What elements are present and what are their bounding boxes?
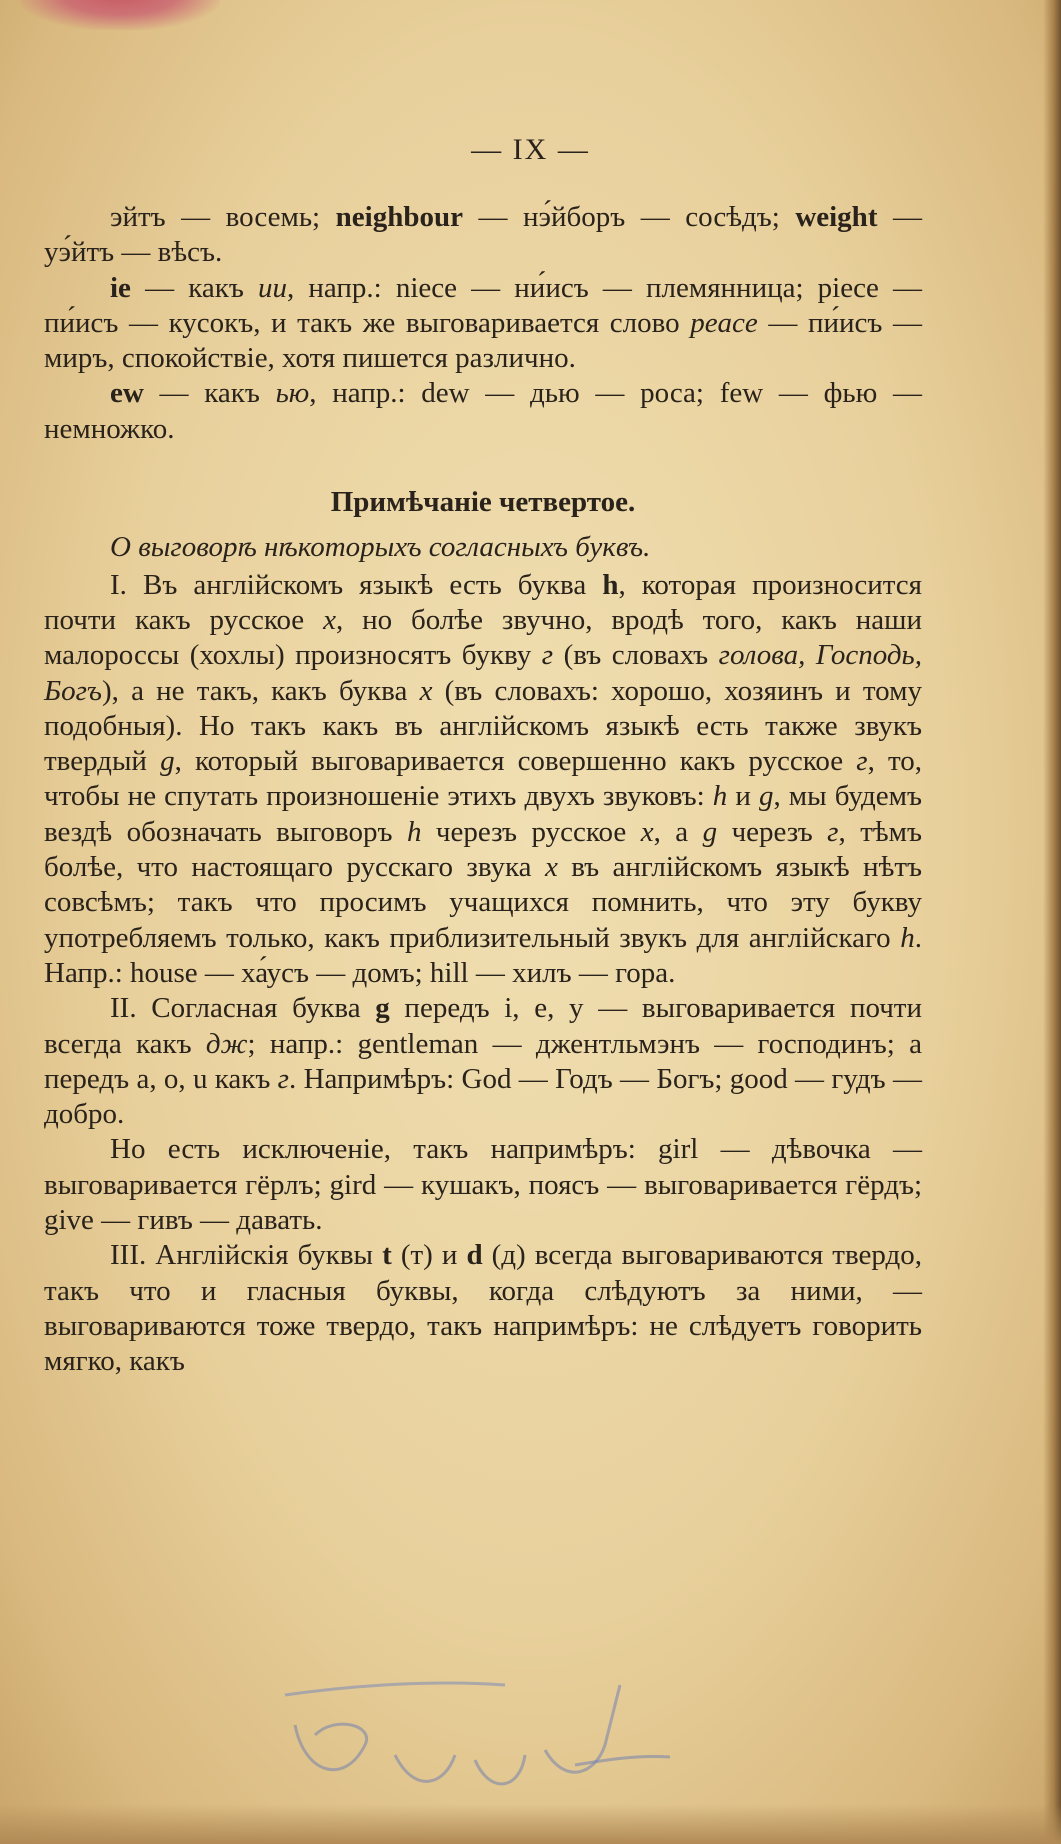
paragraph: [44, 568, 922, 992]
italic-term: g: [758, 780, 774, 813]
text-run: — нэ́йборъ — сосѣдъ;: [462, 201, 796, 233]
italic-term: х: [323, 603, 336, 636]
paragraph: [44, 271, 922, 377]
text-run: I. Въ англійскомъ языкѣ есть буква: [110, 568, 603, 601]
italic-term: х: [544, 851, 558, 884]
bold-term: g: [375, 992, 390, 1025]
bold-term: t: [382, 1239, 392, 1272]
text-run: — уэ́йтъ — вѣсъ.: [44, 201, 922, 269]
text-run: II. Согласная буква: [110, 992, 376, 1025]
text-run: . Напр.: house — ха́усъ — домъ; hill — хилъ — гора.: [44, 921, 922, 989]
italic-term: g: [702, 815, 718, 848]
text-run: . Напримѣръ: God — Годъ — Богъ; good — гудъ — добро.: [44, 1062, 922, 1131]
text-run: , мы будемъ вездѣ обозначать выговоръ: [44, 780, 922, 848]
text-run: , то, чтобы не спутать произношеніе этихъ двухъ звуковъ:: [44, 745, 922, 813]
text-run: (въ словахъ: [553, 639, 719, 672]
bold-term: ew: [110, 377, 144, 410]
paragraph: [44, 991, 922, 1132]
text-run: , который выговаривается совершенно какъ русское: [174, 745, 857, 778]
italic-term: h: [406, 815, 422, 848]
text-run: черезъ: [717, 815, 828, 848]
italic-term: дж: [205, 1027, 248, 1060]
italic-term: ии: [257, 271, 287, 304]
bold-term: h: [602, 568, 619, 601]
text-run: — какъ: [130, 271, 258, 304]
italic-term: peace: [690, 306, 758, 339]
text-run: , которая произносится почти какъ русское: [44, 568, 922, 636]
text-run: и: [727, 780, 759, 813]
italic-term: х: [419, 674, 433, 707]
text-run: (д) всегда выговариваются твердо, такъ что и гласныя буквы, когда слѣдуютъ за ними, — выговариваются тоже твердо, такъ напримѣръ: не слѣдуетъ говорить мягко, какъ: [44, 1239, 922, 1378]
pink-stain: [20, 0, 220, 30]
page-edge-right: [1043, 0, 1061, 1844]
page-edge-bottom: [0, 1804, 1061, 1844]
text-run: черезъ русское: [421, 815, 641, 848]
text-run: эйтъ — восемь;: [110, 201, 336, 233]
italic-term: г: [277, 1062, 289, 1095]
text-run: , но болѣе звучно, вродѣ того, какъ наши малороссы (хохлы) произносятъ букву: [44, 603, 922, 672]
italic-term: г: [827, 815, 839, 848]
text-run: въ англійскомъ языкѣ нѣтъ совсѣмъ; такъ что просимъ учащихся помнить, что эту букву употребляемъ только, какъ приблизительный звукъ для англійскаго: [44, 851, 922, 954]
text-run: — какъ: [143, 377, 276, 410]
italic-term: h: [712, 780, 728, 813]
text-run: III. Англійскія буквы: [110, 1239, 383, 1272]
text-run: , тѣмъ болѣе, что настоящаго русскаго звука: [44, 815, 922, 884]
text-run: — пи́исъ — миръ, спокойствіе, хотя пишется различно.: [44, 306, 922, 375]
italic-term: г: [856, 745, 868, 778]
italic-term: голова, Господь, Богъ: [44, 639, 922, 707]
text-run: , напр.: dew — дью — роса; few — фью — немножко.: [44, 377, 923, 445]
section-subheading: О выговорѣ нѣкоторыхъ согласныхъ буквъ.: [110, 531, 651, 564]
section-heading: Примѣчаніе четвертое.: [330, 486, 636, 519]
italic-term: h: [900, 921, 915, 954]
bold-term: ie: [110, 271, 131, 304]
italic-term: х: [640, 815, 654, 848]
text-run: , напр.: niece — ни́исъ — племянница; piece — пи́исъ — кусокъ, и такъ же выговаривается слово: [44, 271, 922, 339]
paragraph: [44, 200, 922, 271]
text-run: (въ словахъ: хорошо, хозяинъ и тому подобныя). Но такъ какъ въ англійскомъ языкѣ есть также звукъ твердый: [44, 674, 922, 778]
text-run: Но есть исключеніе, такъ напримѣръ: girl — дѣвочка — выговаривается гёрлъ; gird — кушакъ, поясъ — выговаривается гёрдъ; give — гивъ — давать.: [44, 1133, 922, 1237]
text-run: , а: [653, 815, 703, 848]
bold-term: d: [466, 1239, 483, 1272]
body-text: [44, 200, 922, 1380]
paragraph: [44, 1132, 922, 1238]
bold-term: neighbour: [335, 201, 463, 233]
page-number: — IX —: [471, 133, 590, 166]
text-run: (т) и: [391, 1239, 467, 1272]
italic-term: g: [160, 745, 175, 778]
italic-term: ью: [275, 377, 310, 410]
paragraph: [44, 376, 922, 447]
paragraph: [44, 1238, 922, 1379]
italic-term: г: [541, 639, 554, 672]
bold-term: weight: [795, 201, 878, 233]
text-run: передъ i, e, y — выговаривается почти всегда какъ: [44, 992, 922, 1060]
text-run: ; напр.: gentleman — джентльмэнъ — господинъ; а передъ a, o, u какъ: [44, 1027, 922, 1095]
text-run: ), а не такъ, какъ буква: [101, 674, 420, 707]
